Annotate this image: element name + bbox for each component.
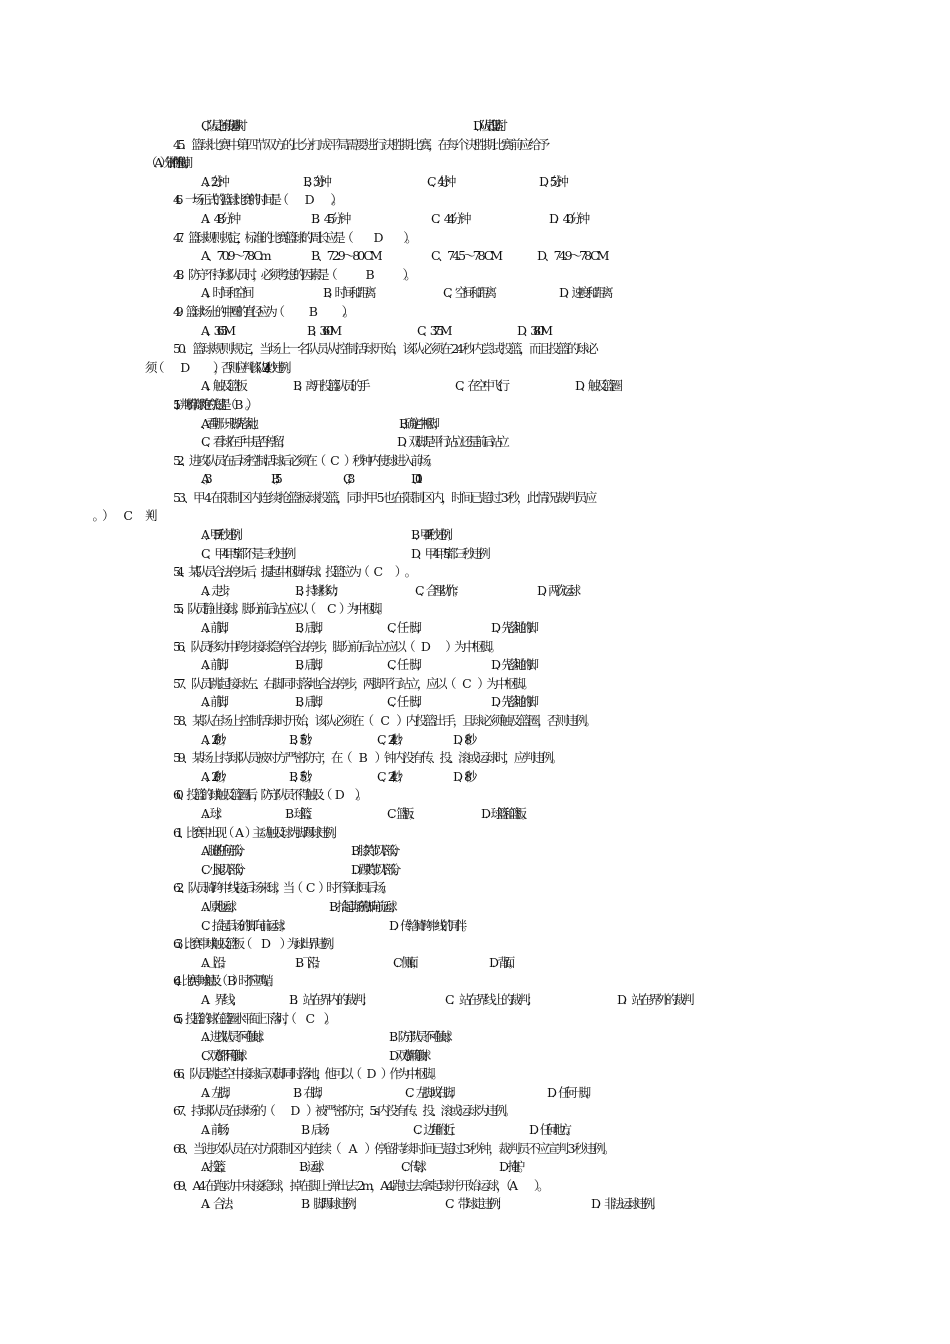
answer-option: C、空间和距离 xyxy=(443,285,493,301)
answer-option: D、甲 4 甲 5 都三秒违例 xyxy=(411,545,487,561)
answer-option: C．带球走违例； xyxy=(445,1196,505,1212)
answer-options-line xyxy=(0,693,950,712)
answer-options-line xyxy=(0,991,950,1010)
answer-option: B、后脚； xyxy=(295,620,324,636)
answer-option: C、8； xyxy=(343,471,351,487)
question-text: 53、甲 4 在限制区内连续抢篮板球投篮，同时甲 5 也在限制区内，时间已超过 3 秒，此情况裁判员应 xyxy=(173,489,595,505)
answer-option: A、触及篮板 xyxy=(201,378,244,394)
answer-option: A．左脚； xyxy=(201,1084,232,1100)
question-text: 59、某场上持球队员被对方严密防守，在（ B ）钟内没有传、投、滚或运球时，应判违例。 xyxy=(173,750,561,766)
answer-options-line xyxy=(0,1028,950,1047)
answer-option: C．边角附近； xyxy=(413,1122,457,1138)
answer-option: D、5 分钟 xyxy=(539,173,563,189)
answer-options-line xyxy=(0,433,950,452)
answer-option: D、8 秒 xyxy=(453,731,472,747)
question-text: 57、队员跳起接球左、右脚同时落地合法停步，两脚平行站立，应以（ C ）为中枢脚。 xyxy=(173,675,532,691)
question-text: 64、比赛中球触及（ B ）时不应鸣哨。 xyxy=(173,973,273,989)
question-text: 61、比赛中出现（ A ）主动触及球为脚踢球违例。 xyxy=(173,824,339,840)
answer-option: C、74.5～78 CM xyxy=(431,248,501,264)
answer-option: B、后脚； xyxy=(295,657,324,673)
answer-option: C．侧面； xyxy=(393,954,418,970)
answer-option: D．任何一脚。 xyxy=(547,1084,593,1100)
answer-option: A．腿的任何部分； xyxy=(201,843,243,859)
answer-option: A．球； xyxy=(201,805,222,821)
answer-option: D、10 xyxy=(411,471,414,487)
answer-option: A、2 分钟 xyxy=(201,173,224,189)
answer-option: C、24 秒； xyxy=(377,731,405,747)
answer-option: D、先落地的脚 xyxy=(491,657,533,673)
answer-option: C、24 秒； xyxy=(377,768,405,784)
answer-option: B．膝关节以下部分； xyxy=(351,843,398,859)
answer-option: D、74.9～78 CM xyxy=(537,248,607,264)
answer-option: C、队员之间传递球时 xyxy=(201,118,240,133)
answer-options-line xyxy=(0,210,950,229)
answer-option: D、先落地的脚 xyxy=(491,694,533,710)
answer-options-line xyxy=(0,954,950,973)
answer-option: A、3； xyxy=(201,471,208,487)
answer-option: C、合理动作； xyxy=(415,582,460,598)
answer-options-line xyxy=(0,173,950,192)
answer-option: B ．45 分钟 xyxy=(311,210,348,226)
answer-options-line xyxy=(0,1084,950,1103)
question-text: 45．篮球比赛中第四节双方的比分打成平局需要进行决胜期比赛，在每个决胜期比赛前应给予 xyxy=(173,136,547,152)
question-text: 56、队员移动中跨步接球急停合法停步，脚分前后站立应以（ D ）为中枢脚。 xyxy=(173,638,499,654)
answer-option: D．球篮和篮板。 xyxy=(481,805,527,821)
exam-document xyxy=(0,117,950,1214)
answer-option: C、任一脚； xyxy=(387,657,423,673)
answer-options-line xyxy=(0,619,950,638)
answer-options-line xyxy=(0,768,950,787)
answer-option: D．踝关节以下部分。 xyxy=(351,861,399,877)
question-text: 47．篮球规则规定，标准的比赛篮球的周长应是（ D ）。 xyxy=(173,229,414,245)
answer-options-line xyxy=(0,1121,950,1140)
question-continuation: （ A ）分钟的休息时间。 xyxy=(145,155,188,171)
question-text: 52、进攻队员在后场控制活球后必须在（ C ）秒钟内使球进入前场。 xyxy=(173,452,436,468)
answer-option: C、在空中飞行 xyxy=(455,378,506,394)
answer-options-line xyxy=(0,415,950,434)
question-text: 51、判断带球跑的关键是（ B ）。 xyxy=(173,396,250,412)
answer-option: D、 双脚是平行站立还是前后站立 xyxy=(397,434,505,450)
answer-options-line xyxy=(0,1195,950,1214)
answer-options-line xyxy=(0,842,950,861)
answer-option: C．抬起后场的脚向前运球； xyxy=(201,917,287,933)
answer-options-line xyxy=(0,656,950,675)
question-continuation xyxy=(0,507,950,526)
answer-option: A 、看哪一只脚先落地； xyxy=(201,415,258,431)
answer-option: B．脚踢球违例； xyxy=(301,1196,360,1212)
answer-option: C．传球； xyxy=(401,1159,426,1175)
answer-options-line xyxy=(0,582,950,601)
answer-option: D、触及篮圈 xyxy=(575,378,619,394)
answer-option: D、 3.80M xyxy=(517,322,549,338)
answer-option: A、70.9～78 Cm xyxy=(201,248,269,264)
answer-option: C、任一脚； xyxy=(387,620,423,636)
question-text: 54、某队员合法停步后，提起中枢脚传球、投篮应为（ C ） 。 xyxy=(173,564,413,580)
answer-option: C．站在界线上的裁判； xyxy=(445,991,535,1007)
answer-option: A、前脚； xyxy=(201,620,230,636)
answer-option: C．左脚或右脚； xyxy=(405,1084,457,1100)
answer-option: D．任何地方。 xyxy=(529,1122,573,1138)
answer-option: A、前脚； xyxy=(201,657,230,673)
answer-option: C、4 分钟 xyxy=(427,173,451,189)
answer-option: B．球篮； xyxy=(285,805,312,821)
answer-option: B、5； xyxy=(271,471,278,487)
question-continuation: 须（ D ），否则应判该队 24 秒违例。 xyxy=(145,359,294,375)
answer-option: D ．40 分钟 xyxy=(549,210,586,226)
answer-option: A、20 秒； xyxy=(201,731,228,747)
answer-option: B．下沿； xyxy=(295,954,319,970)
answer-option: D．背面。 xyxy=(489,954,514,970)
answer-options-line xyxy=(0,117,950,136)
answer-option: B、5 秒； xyxy=(289,768,314,784)
question-text: 60、投篮的球触及篮圈后，防守队员不得触及（ D ）。 xyxy=(173,787,364,803)
answer-option: B、后脚； xyxy=(295,694,324,710)
answer-option: C．双方都不可触球； xyxy=(201,1047,245,1063)
answer-options-line xyxy=(0,545,950,564)
answer-option: B、持球移动； xyxy=(295,582,340,598)
answer-option: A．界线； xyxy=(201,991,240,1007)
answer-option: B．运球； xyxy=(299,1159,323,1175)
answer-option: A．进攻队员不可触球； xyxy=(201,1029,265,1045)
answer-option: A、20 秒； xyxy=(201,768,228,784)
answer-option: B、 确定中枢脚； xyxy=(399,415,439,431)
question-text: 58、某队在场上控制活球时开始，该队必须在（ C ）内投篮出手，且球必须触及篮圈，否则违例。 xyxy=(173,713,594,728)
question-text: 50．篮球规则规定，当场上一名队员从控制活球开始，该队必须在 24 秒内尝试投篮，而且投篮的球必 xyxy=(173,341,596,357)
answer-option: D．双方都可触球 xyxy=(389,1047,424,1063)
answer-option: A、3.65 M xyxy=(201,322,232,338)
answer-option: D、先落地的脚 xyxy=(491,620,533,636)
answer-option: D．传给骑跨中线的同伴。 xyxy=(389,917,469,933)
answer-options-line xyxy=(0,247,950,266)
question-text: 66、队员跳起空中接球后双脚同时落地，他可以（ D ）作为中枢脚。 xyxy=(173,1066,440,1082)
answer-option: B、5 秒； xyxy=(289,731,314,747)
answer-option: B．站在界内的裁判； xyxy=(289,991,371,1007)
answer-option: D．站在界外的裁判 xyxy=(617,991,691,1007)
answer-options-line xyxy=(0,1158,950,1177)
question-text: 46．一场正式的篮球比赛的时间是（ D ）。 xyxy=(173,192,339,208)
answer-option: B、甲 4 三秒违例； xyxy=(411,527,453,543)
question-text: 67、持球队员在球场的（ D ）被严密防守，5s 内没有传、投、滚或运球为违例。 xyxy=(173,1103,513,1119)
answer-option: A、时间和空间 xyxy=(201,285,250,301)
answer-options-line xyxy=(0,470,950,489)
answer-option: A、甲 5 三秒违例； xyxy=(201,527,243,543)
answer-option: D、队员投篮时 xyxy=(473,118,500,133)
answer-option: A ．48 分钟 xyxy=(201,210,237,226)
answer-option: A．前场； xyxy=(201,1122,231,1138)
question-text: 65、投篮的球在篮圈水平面上下落时，（ C ）。 xyxy=(173,1010,332,1026)
answer-option: B、72.9～80 CM xyxy=(311,248,380,264)
answer-option: A、前脚； xyxy=(201,694,230,710)
answer-option: A．上沿； xyxy=(201,954,225,970)
answer-option: C、看球在手中是否停留； xyxy=(201,434,288,450)
answer-option: D．非法运球违例。 xyxy=(591,1196,659,1212)
answer-options-line xyxy=(0,377,950,396)
answer-option: C、甲 4 甲 5 都不是三秒违例 xyxy=(201,545,292,561)
answer-option: C．小腿以下部分； xyxy=(201,861,244,877)
question-text: 69、A4 在跑动中未接稳球，掉在脚上弹出去 2m，A4 跑过去拿起球并开始运球，（A ）。 xyxy=(173,1177,547,1193)
answer-option: C．篮板； xyxy=(387,805,415,821)
question-text: 62、队员骑跨中线接后场来球，当（ C ）时不算球回后场。 xyxy=(173,880,390,896)
question-text: 49．篮球场上的中圈的直径应为（ B ）。 xyxy=(173,303,350,319)
answer-option: B．右脚； xyxy=(293,1084,324,1100)
answer-option: D、速度和距离 xyxy=(559,285,609,301)
answer-option: D．掩护。 xyxy=(499,1159,524,1175)
answer-option: A．合法； xyxy=(201,1196,237,1212)
answer-option: C． 44 分钟 xyxy=(431,210,468,226)
answer-options-line xyxy=(0,917,950,936)
answer-option: B．防守队员不可触球； xyxy=(389,1029,453,1045)
answer-options-line xyxy=(0,805,950,824)
answer-option: B．抬起前场的脚向前运球； xyxy=(329,898,396,914)
question-text: 48．防守不持球队员时，必须考虑的因素是（ B ）。 xyxy=(173,266,413,282)
question-text: 63、.比赛中球触及篮板（ D ）为球出界违例。 xyxy=(173,936,336,952)
answer-option: D、两次运球 xyxy=(537,582,576,598)
answer-option: A、走步； xyxy=(201,582,232,598)
question-text: 55、队员静止接球，脚分前后站立应以（ C ）为中枢脚。 xyxy=(173,601,386,617)
answer-option: B．后场； xyxy=(301,1122,331,1138)
answer-option: B、时间和距离 xyxy=(323,285,372,301)
answer-option: B、 3.60M xyxy=(307,322,338,338)
answer-option: B、3 分钟 xyxy=(303,173,327,189)
answer-options-line xyxy=(0,322,950,341)
answer-options-line xyxy=(0,284,950,303)
answer-option: C、任一脚； xyxy=(387,694,423,710)
answer-options-line xyxy=(0,1047,950,1066)
answer-options-line xyxy=(0,861,950,880)
question-text: 68、当进攻队员在对方限制区内连续（ A ）停留持续时间已超过 3 秒钟，裁判员不应宣判 3 秒违例。 xyxy=(173,1140,613,1156)
answer-options-line xyxy=(0,731,950,750)
answer-option: A．原地运球； xyxy=(201,898,236,914)
answer-option: D、8 秒 xyxy=(453,768,472,784)
answer-option: A．投篮； xyxy=(201,1159,225,1175)
answer-option: B、离开投篮队员的手 xyxy=(293,378,366,394)
answer-options-line xyxy=(0,898,950,917)
answer-options-line xyxy=(0,526,950,545)
answer-option: C、 3.75M xyxy=(417,322,449,338)
